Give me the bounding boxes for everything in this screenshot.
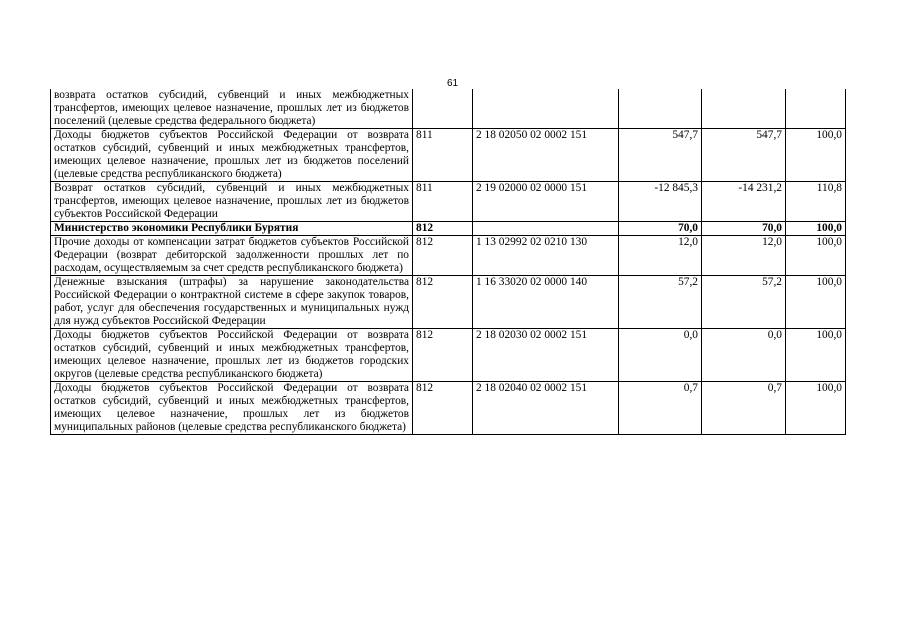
row-percent: 100,0 <box>786 329 846 382</box>
page-number: 61 <box>446 78 459 89</box>
table-row <box>51 89 846 129</box>
row-fact: 70,0 <box>702 222 786 236</box>
row-percent: 100,0 <box>786 382 846 435</box>
row-kbk: 2 18 02040 02 0002 151 <box>473 382 619 435</box>
table-row <box>51 329 846 382</box>
row-plan: 547,7 <box>619 129 702 182</box>
row-plan: 70,0 <box>619 222 702 236</box>
row-percent: 100,0 <box>786 276 846 329</box>
row-fact <box>702 89 786 129</box>
table-row-ministry-total <box>51 222 846 236</box>
table-row <box>51 236 846 276</box>
table-row <box>51 276 846 329</box>
row-plan: 0,0 <box>619 329 702 382</box>
row-name: Доходы бюджетов субъектов Российской Федерации от возврата остатков субсидий, субвенций и иных межбюджетных трансфертов, имеющих целевое назначение, прошлых лет из бюджетов городских округов (целевые средства республиканского бюджета) <box>51 329 413 382</box>
row-percent: 110,8 <box>786 182 846 222</box>
row-fact: 57,2 <box>702 276 786 329</box>
row-kbk <box>473 89 619 129</box>
row-name: Денежные взыскания (штрафы) за нарушение законодательства Российской Федерации о контрактной системе в сфере закупок товаров, работ, услуг для обеспечения государственных и муниципальных нужд для нужд субъектов Российской Федерации <box>51 276 413 329</box>
row-percent: 100,0 <box>786 236 846 276</box>
table-row <box>51 382 846 435</box>
row-admin-code: 812 <box>413 382 473 435</box>
row-plan: 57,2 <box>619 276 702 329</box>
row-fact: -14 231,2 <box>702 182 786 222</box>
row-name: Возврат остатков субсидий, субвенций и иных межбюджетных трансфертов, имеющих целевое назначение, прошлых лет из бюджетов субъектов Российской Федерации <box>51 182 413 222</box>
row-plan <box>619 89 702 129</box>
row-admin-code: 811 <box>413 182 473 222</box>
row-kbk: 2 18 02050 02 0002 151 <box>473 129 619 182</box>
table-row <box>51 129 846 182</box>
row-kbk: 1 13 02992 02 0210 130 <box>473 236 619 276</box>
row-percent: 100,0 <box>786 129 846 182</box>
row-fact: 0,7 <box>702 382 786 435</box>
row-name: возврата остатков субсидий, субвенций и иных межбюджетных трансфертов, имеющих целевое назначение, прошлых лет из бюджетов поселений (целевые средства федерального бюджета) <box>51 89 413 129</box>
row-percent: 100,0 <box>786 222 846 236</box>
row-plan: 12,0 <box>619 236 702 276</box>
row-name: Доходы бюджетов субъектов Российской Федерации от возврата остатков субсидий, субвенций и иных межбюджетных трансфертов, имеющих целевое назначение, прошлых лет из бюджетов поселений (целевые средства республиканского бюджета) <box>51 129 413 182</box>
row-fact: 12,0 <box>702 236 786 276</box>
row-admin-code: 812 <box>413 222 473 236</box>
row-name: Министерство экономики Республики Бурятия <box>51 222 413 236</box>
row-admin-code: 811 <box>413 129 473 182</box>
row-kbk: 2 19 02000 02 0000 151 <box>473 182 619 222</box>
row-admin-code <box>413 89 473 129</box>
row-admin-code: 812 <box>413 236 473 276</box>
row-kbk: 1 16 33020 02 0000 140 <box>473 276 619 329</box>
row-kbk <box>473 222 619 236</box>
row-percent <box>786 89 846 129</box>
row-name: Прочие доходы от компенсации затрат бюджетов субъектов Российской Федерации (возврат дебиторской задолженности прошлых лет по расходам, осуществляемым за счет средств республиканского бюджета) <box>51 236 413 276</box>
row-fact: 0,0 <box>702 329 786 382</box>
row-kbk: 2 18 02030 02 0002 151 <box>473 329 619 382</box>
table-row <box>51 182 846 222</box>
row-admin-code: 812 <box>413 329 473 382</box>
row-plan: -12 845,3 <box>619 182 702 222</box>
row-fact: 547,7 <box>702 129 786 182</box>
row-plan: 0,7 <box>619 382 702 435</box>
row-admin-code: 812 <box>413 276 473 329</box>
revenue-table <box>50 89 846 435</box>
row-name: Доходы бюджетов субъектов Российской Федерации от возврата остатков субсидий, субвенций и иных межбюджетных трансфертов, имеющих целевое назначение, прошлых лет из бюджетов муниципальных районов (целевые средства республиканского бюджета) <box>51 382 413 435</box>
